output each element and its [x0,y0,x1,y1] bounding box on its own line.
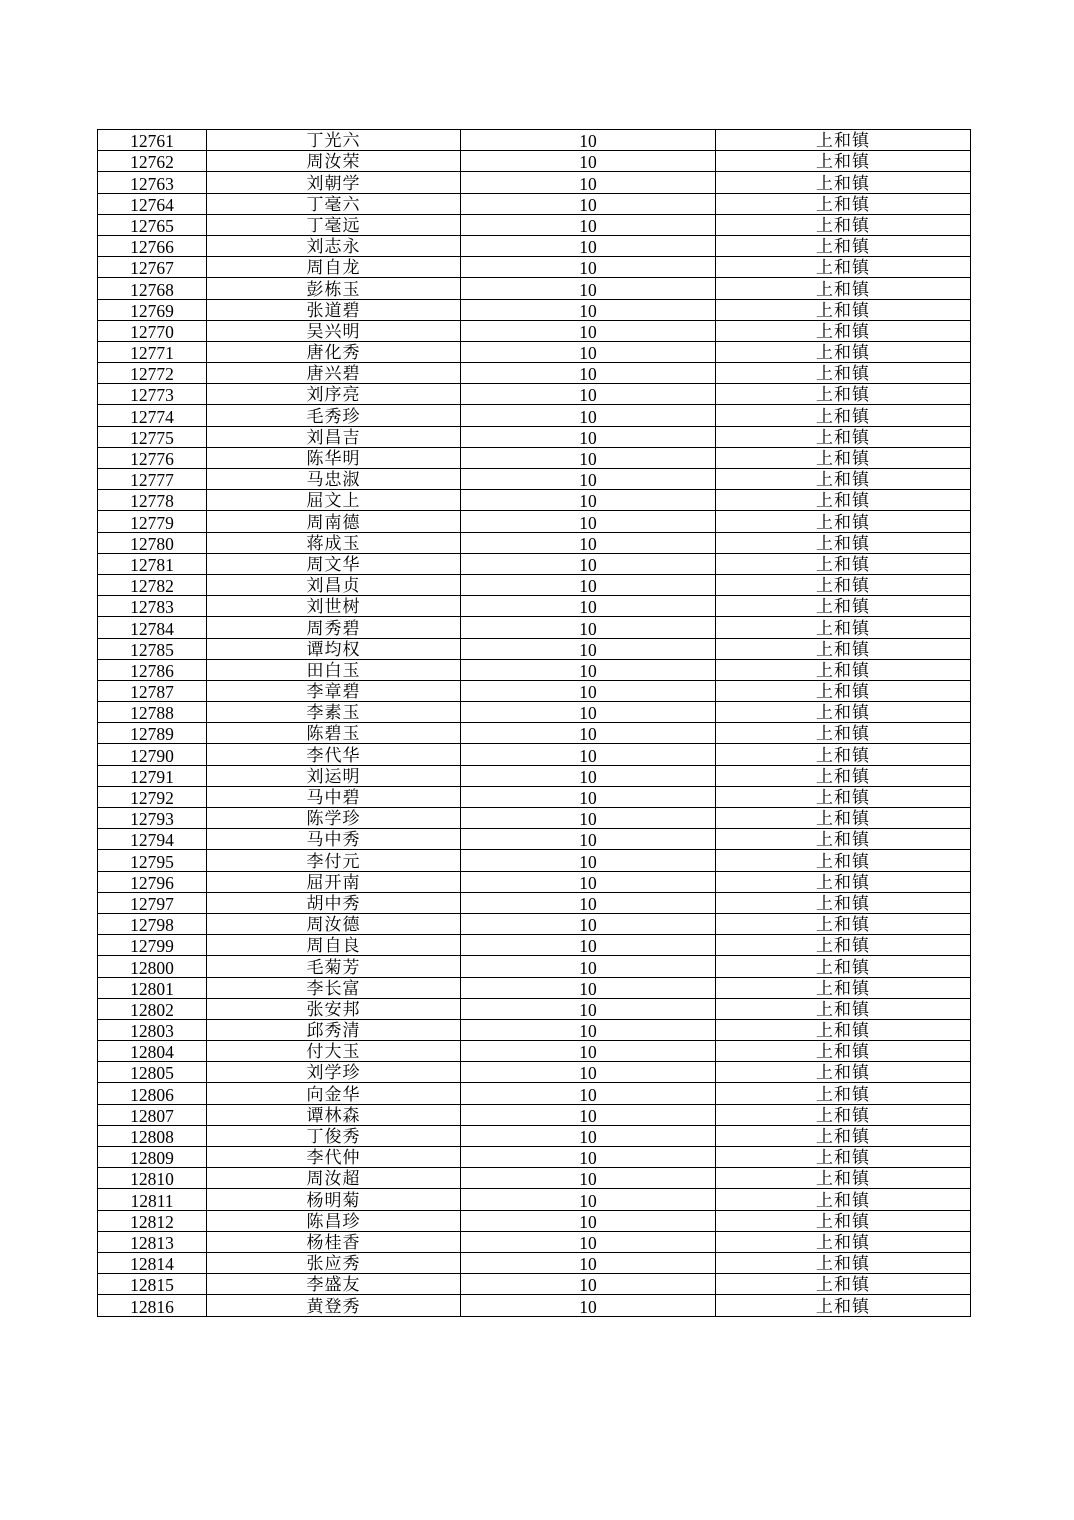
row-number: 12792 [98,786,207,807]
amount: 10 [461,130,716,151]
amount: 10 [461,871,716,892]
town-name: 上和镇 [716,829,971,850]
person-name: 李付元 [207,850,461,871]
row-number: 12799 [98,935,207,956]
table-row [98,1231,971,1252]
person-name: 唐兴碧 [207,363,461,384]
person-name: 陈碧玉 [207,723,461,744]
amount: 10 [461,553,716,574]
person-name: 屈开南 [207,871,461,892]
table-row [98,1295,971,1316]
person-name: 李代华 [207,744,461,765]
town-name: 上和镇 [716,1062,971,1083]
town-name: 上和镇 [716,935,971,956]
table-row [98,744,971,765]
amount: 10 [461,935,716,956]
row-number: 12800 [98,956,207,977]
person-name: 刘学珍 [207,1062,461,1083]
table-row [98,1252,971,1273]
amount: 10 [461,1104,716,1125]
row-number: 12807 [98,1104,207,1125]
person-name: 谭均权 [207,638,461,659]
person-name: 刘运明 [207,765,461,786]
town-name: 上和镇 [716,151,971,172]
person-name: 屈文上 [207,490,461,511]
amount: 10 [461,1147,716,1168]
row-number: 12794 [98,829,207,850]
person-name: 李代仲 [207,1147,461,1168]
town-name: 上和镇 [716,786,971,807]
table-row [98,786,971,807]
table-row [98,1104,971,1125]
row-number: 12783 [98,596,207,617]
town-name: 上和镇 [716,278,971,299]
row-number: 12786 [98,659,207,680]
person-name: 丁光六 [207,130,461,151]
table-row [98,532,971,553]
person-name: 李素玉 [207,702,461,723]
row-number: 12788 [98,702,207,723]
row-number: 12768 [98,278,207,299]
amount: 10 [461,1083,716,1104]
town-name: 上和镇 [716,320,971,341]
town-name: 上和镇 [716,1231,971,1252]
person-name: 陈华明 [207,447,461,468]
town-name: 上和镇 [716,765,971,786]
town-name: 上和镇 [716,596,971,617]
person-name: 马中碧 [207,786,461,807]
town-name: 上和镇 [716,214,971,235]
person-name: 张道碧 [207,299,461,320]
town-name: 上和镇 [716,617,971,638]
person-name: 向金华 [207,1083,461,1104]
table-row [98,172,971,193]
row-number: 12814 [98,1252,207,1273]
person-name: 邱秀清 [207,1019,461,1040]
town-name: 上和镇 [716,1019,971,1040]
table-row [98,1189,971,1210]
town-name: 上和镇 [716,172,971,193]
town-name: 上和镇 [716,130,971,151]
town-name: 上和镇 [716,659,971,680]
person-name: 张应秀 [207,1252,461,1273]
person-name: 李长富 [207,977,461,998]
table-row [98,1019,971,1040]
amount: 10 [461,447,716,468]
row-number: 12812 [98,1210,207,1231]
amount: 10 [461,765,716,786]
row-number: 12803 [98,1019,207,1040]
row-number: 12785 [98,638,207,659]
person-name: 周汝超 [207,1168,461,1189]
row-number: 12779 [98,511,207,532]
person-name: 周文华 [207,553,461,574]
amount: 10 [461,193,716,214]
person-name: 毛秀珍 [207,405,461,426]
person-name: 黄登秀 [207,1295,461,1316]
amount: 10 [461,702,716,723]
amount: 10 [461,1125,716,1146]
amount: 10 [461,1252,716,1273]
row-number: 12773 [98,384,207,405]
town-name: 上和镇 [716,235,971,256]
row-number: 12772 [98,363,207,384]
row-number: 12775 [98,426,207,447]
table-row [98,1041,971,1062]
table-row [98,384,971,405]
row-number: 12793 [98,808,207,829]
table-row [98,299,971,320]
table-row [98,617,971,638]
amount: 10 [461,469,716,490]
table-row [98,214,971,235]
row-number: 12815 [98,1274,207,1295]
town-name: 上和镇 [716,341,971,362]
amount: 10 [461,214,716,235]
amount: 10 [461,278,716,299]
town-name: 上和镇 [716,426,971,447]
row-number: 12780 [98,532,207,553]
town-name: 上和镇 [716,1252,971,1273]
town-name: 上和镇 [716,1210,971,1231]
row-number: 12797 [98,892,207,913]
town-name: 上和镇 [716,702,971,723]
table-row [98,257,971,278]
amount: 10 [461,596,716,617]
person-name: 田白玉 [207,659,461,680]
person-name: 周汝德 [207,913,461,934]
person-name: 丁俊秀 [207,1125,461,1146]
row-number: 12776 [98,447,207,468]
row-number: 12764 [98,193,207,214]
table-row [98,469,971,490]
person-name: 马中秀 [207,829,461,850]
person-name: 周秀碧 [207,617,461,638]
town-name: 上和镇 [716,1147,971,1168]
table-row [98,596,971,617]
amount: 10 [461,1210,716,1231]
amount: 10 [461,977,716,998]
town-name: 上和镇 [716,363,971,384]
town-name: 上和镇 [716,532,971,553]
person-name: 陈昌珍 [207,1210,461,1231]
row-number: 12798 [98,913,207,934]
amount: 10 [461,913,716,934]
amount: 10 [461,299,716,320]
amount: 10 [461,574,716,595]
person-name: 周汝荣 [207,151,461,172]
person-name: 丁毫远 [207,214,461,235]
amount: 10 [461,892,716,913]
table-row [98,1210,971,1231]
town-name: 上和镇 [716,723,971,744]
row-number: 12810 [98,1168,207,1189]
table-row [98,913,971,934]
table-row [98,829,971,850]
row-number: 12766 [98,235,207,256]
town-name: 上和镇 [716,850,971,871]
town-name: 上和镇 [716,193,971,214]
table-row [98,1125,971,1146]
table-row [98,871,971,892]
amount: 10 [461,511,716,532]
person-name: 李盛友 [207,1274,461,1295]
town-name: 上和镇 [716,447,971,468]
row-number: 12761 [98,130,207,151]
row-number: 12811 [98,1189,207,1210]
row-number: 12808 [98,1125,207,1146]
amount: 10 [461,532,716,553]
amount: 10 [461,1041,716,1062]
amount: 10 [461,1295,716,1316]
amount: 10 [461,744,716,765]
town-name: 上和镇 [716,469,971,490]
town-name: 上和镇 [716,680,971,701]
person-name: 彭栋玉 [207,278,461,299]
town-name: 上和镇 [716,892,971,913]
amount: 10 [461,1019,716,1040]
town-name: 上和镇 [716,1274,971,1295]
table-row [98,1168,971,1189]
person-name: 蒋成玉 [207,532,461,553]
amount: 10 [461,1189,716,1210]
row-number: 12787 [98,680,207,701]
table-row [98,1147,971,1168]
table-row [98,1083,971,1104]
row-number: 12774 [98,405,207,426]
town-name: 上和镇 [716,638,971,659]
row-number: 12802 [98,998,207,1019]
amount: 10 [461,405,716,426]
row-number: 12795 [98,850,207,871]
table-row [98,956,971,977]
person-name: 唐化秀 [207,341,461,362]
table-row [98,511,971,532]
amount: 10 [461,998,716,1019]
row-number: 12763 [98,172,207,193]
town-name: 上和镇 [716,257,971,278]
amount: 10 [461,723,716,744]
town-name: 上和镇 [716,574,971,595]
table-row [98,680,971,701]
amount: 10 [461,786,716,807]
amount: 10 [461,1274,716,1295]
person-name: 刘朝学 [207,172,461,193]
town-name: 上和镇 [716,490,971,511]
amount: 10 [461,320,716,341]
table-row [98,320,971,341]
amount: 10 [461,1062,716,1083]
person-name: 毛菊芳 [207,956,461,977]
town-name: 上和镇 [716,871,971,892]
row-number: 12777 [98,469,207,490]
town-name: 上和镇 [716,384,971,405]
row-number: 12790 [98,744,207,765]
town-name: 上和镇 [716,1125,971,1146]
row-number: 12762 [98,151,207,172]
table-row [98,151,971,172]
town-name: 上和镇 [716,1295,971,1316]
town-name: 上和镇 [716,405,971,426]
person-name: 李章碧 [207,680,461,701]
town-name: 上和镇 [716,956,971,977]
person-name: 刘序亮 [207,384,461,405]
table-row [98,935,971,956]
amount: 10 [461,235,716,256]
amount: 10 [461,490,716,511]
town-name: 上和镇 [716,511,971,532]
amount: 10 [461,426,716,447]
table-row [98,341,971,362]
amount: 10 [461,341,716,362]
table-row [98,977,971,998]
row-number: 12791 [98,765,207,786]
table-row [98,363,971,384]
table-row [98,130,971,151]
row-number: 12778 [98,490,207,511]
amount: 10 [461,257,716,278]
table-row [98,638,971,659]
table-row [98,278,971,299]
amount: 10 [461,617,716,638]
table-row [98,892,971,913]
amount: 10 [461,363,716,384]
person-name: 刘昌贞 [207,574,461,595]
row-number: 12796 [98,871,207,892]
row-number: 12806 [98,1083,207,1104]
amount: 10 [461,680,716,701]
town-name: 上和镇 [716,1083,971,1104]
person-name: 马忠淑 [207,469,461,490]
table-row [98,574,971,595]
row-number: 12789 [98,723,207,744]
person-name: 付大玉 [207,1041,461,1062]
table-row [98,426,971,447]
person-name: 杨明菊 [207,1189,461,1210]
table-row [98,553,971,574]
table-row [98,1274,971,1295]
table-row [98,998,971,1019]
person-name: 胡中秀 [207,892,461,913]
table-row [98,1062,971,1083]
row-number: 12767 [98,257,207,278]
row-number: 12816 [98,1295,207,1316]
row-number: 12804 [98,1041,207,1062]
row-number: 12784 [98,617,207,638]
person-name: 吴兴明 [207,320,461,341]
amount: 10 [461,151,716,172]
row-number: 12781 [98,553,207,574]
table-row [98,235,971,256]
person-name: 杨桂香 [207,1231,461,1252]
table-row [98,850,971,871]
person-name: 周南德 [207,511,461,532]
amount: 10 [461,1231,716,1252]
table-row [98,808,971,829]
town-name: 上和镇 [716,808,971,829]
table-row [98,723,971,744]
person-name: 丁毫六 [207,193,461,214]
roster-body [98,130,971,1317]
person-name: 刘志永 [207,235,461,256]
row-number: 12809 [98,1147,207,1168]
row-number: 12813 [98,1231,207,1252]
row-number: 12765 [98,214,207,235]
person-name: 周自良 [207,935,461,956]
town-name: 上和镇 [716,1189,971,1210]
town-name: 上和镇 [716,977,971,998]
person-name: 张安邦 [207,998,461,1019]
town-name: 上和镇 [716,299,971,320]
amount: 10 [461,956,716,977]
town-name: 上和镇 [716,1104,971,1125]
row-number: 12771 [98,341,207,362]
amount: 10 [461,172,716,193]
person-name: 周自龙 [207,257,461,278]
amount: 10 [461,808,716,829]
person-name: 刘世树 [207,596,461,617]
amount: 10 [461,384,716,405]
town-name: 上和镇 [716,913,971,934]
person-name: 刘昌吉 [207,426,461,447]
amount: 10 [461,829,716,850]
table-row [98,405,971,426]
roster-table [97,129,971,1317]
amount: 10 [461,638,716,659]
town-name: 上和镇 [716,744,971,765]
row-number: 12782 [98,574,207,595]
amount: 10 [461,1168,716,1189]
table-row [98,765,971,786]
table-row [98,447,971,468]
town-name: 上和镇 [716,1168,971,1189]
row-number: 12801 [98,977,207,998]
table-row [98,490,971,511]
table-row [98,193,971,214]
town-name: 上和镇 [716,1041,971,1062]
table-row [98,702,971,723]
row-number: 12770 [98,320,207,341]
town-name: 上和镇 [716,553,971,574]
town-name: 上和镇 [716,998,971,1019]
person-name: 谭林森 [207,1104,461,1125]
amount: 10 [461,659,716,680]
table-row [98,659,971,680]
person-name: 陈学珍 [207,808,461,829]
amount: 10 [461,850,716,871]
row-number: 12805 [98,1062,207,1083]
row-number: 12769 [98,299,207,320]
